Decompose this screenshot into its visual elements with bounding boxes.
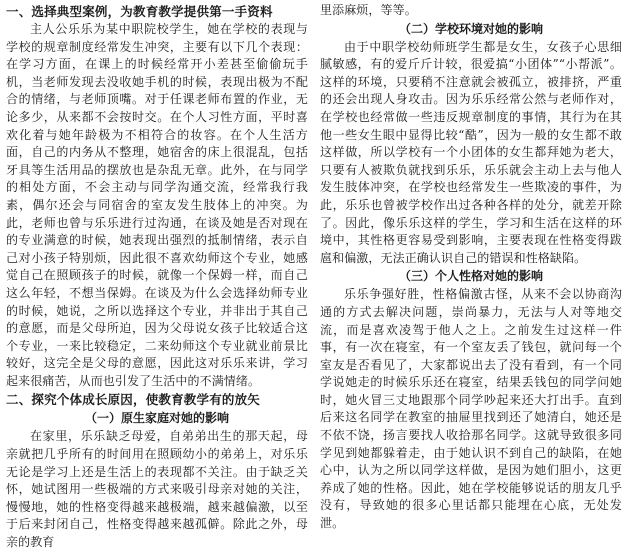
right-column	[320, 2, 622, 559]
subheading-family: （一）原生家庭对她的影响	[84, 411, 229, 426]
continued-paragraph: 里添麻烦，等等。	[320, 3, 417, 17]
case-paragraph: 主人公乐乐为某中职院校学生，她在学校的表现与学校的规章制度经常发生冲突，主要有以下几个表现：在学习方面，在课上的时候经常开小差甚至偷偷玩手机，当老师发现去没收她手机的时候，表现出极为不配合的情绪，与老师顶嘴。对于任课老师布置的作业，无论多少，从来都不会按时交。在个人习性方面，平时喜欢化着与她年龄极为不相符合的妆容。在个人生活方面，自己的内务从不整理，她宿舍的床上很混乱，包括牙具等生活用品的摆放也是杂乱无章。此外，在与同学的相处方面，不会主动与同学沟通交流，经常我行我素，偶尔还会与同宿舍的室友发生肢体上的冲突。为此，老师也曾与乐乐进行过沟通，在谈及她是否对现在的专业满意的时候，她表现出强烈的抵制情绪，表示自己对小孩子特别烦，因此很不喜欢幼师这个专业，她感觉自己在照顾孩子的时候，就像一个保姆一样，而自己这么年轻，不想当保姆。在谈及为什么会选择幼师专业的时候，她说，之所以选择这个专业，并非出于其自己的意愿，而是父母所迫，因为父母说女孩子比较适合这个专业，一来比较稳定，二来幼师这个专业就业前景比较好，这完全是父母的意愿，因此这对乐乐来讲，学习起来很痛苦，从而也引发了生活中的不满情绪。	[6, 22, 308, 388]
left-column	[6, 2, 308, 559]
section-heading-1: 一、选择典型案例，为教育教学提供第一手资料	[6, 4, 273, 19]
subheading-personality: （三）个人性格对她的影响	[398, 269, 543, 284]
subheading-school: （二）学校环境对她的影响	[398, 21, 543, 36]
school-paragraph: 由于中职学校幼师班学生都是女生，女孩子心思细腻敏感，有的爱斤斤计较，很爱搞“小团体”“小帮派”。这样的环境，只要稍不注意就会被孤立，被排挤，严重的还会出现人身攻击。因为乐乐经常公然与老师作对，在学校也经常做一些违反规章制度的事情，其行为在其他一些女生眼中显得比较“酷”，因为一般的女生都不敢这样做，所以学校有一个小团体的女生都拜她为老大，只要有人被欺负就找到乐乐，乐乐就会主动上去与他人发生肢体冲突，在学校也经常发生一些欺凌的事件，为此，乐乐也曾被学校作出过各种各样的处分，就差开除了。因此，像乐乐这样的学生，学习和生活在这样的环境中，其性格更容易受到影响，主要表现在性格变得跋扈和偏激，无法正确认识自己的错误和性格缺陷。	[320, 39, 622, 265]
section-heading-2: 二、探究个体成长原因，使教育教学有的放矢	[6, 392, 261, 408]
family-paragraph: 在家里，乐乐缺乏母爱，自弟弟出生的那天起，母亲就把几乎所有的时间用在照顾幼小的弟弟上，对乐乐无论是学习上还是生活上的表现都不关注。由于缺乏关怀，她试图用一些极端的方式来吸引母亲对她的关注，慢慢地，她的性格变得越来越极端，越来越偏激，以至于后来封闭自己，性格变得越来越孤僻。除此之外，母亲的教育	[6, 429, 308, 550]
personality-paragraph: 乐乐争强好胜，性格偏激古怪，从来不会以协商沟通的方式去解决问题，崇尚暴力，无法与人对等地交流，而是喜欢凌驾于他人之上。之前发生过这样一件事，有一次在寝室，有一个室友丢了钱包，就问每一个室友是否看见了，大家都说出去了没有看到，有一个同学说她走的时候乐乐还在寝室，结果丢钱包的同学问她时，她火冒三丈地跟那个同学吵起来还大打出手。直到后来这名同学在教室的抽屉里找到还了她清白，她还是不依不饶，扬言要找人收拾那名同学。这就导致很多同学见到她都躲着走，由于她认识不到自己的缺陷，在她心中，认为之所以同学这样做，是因为她们胆小，这更养成了她的性格。因此，她在学校能够说话的朋友几乎没有，导致她的很多心里话都只能埋在心底，无处发泄。	[320, 287, 622, 531]
